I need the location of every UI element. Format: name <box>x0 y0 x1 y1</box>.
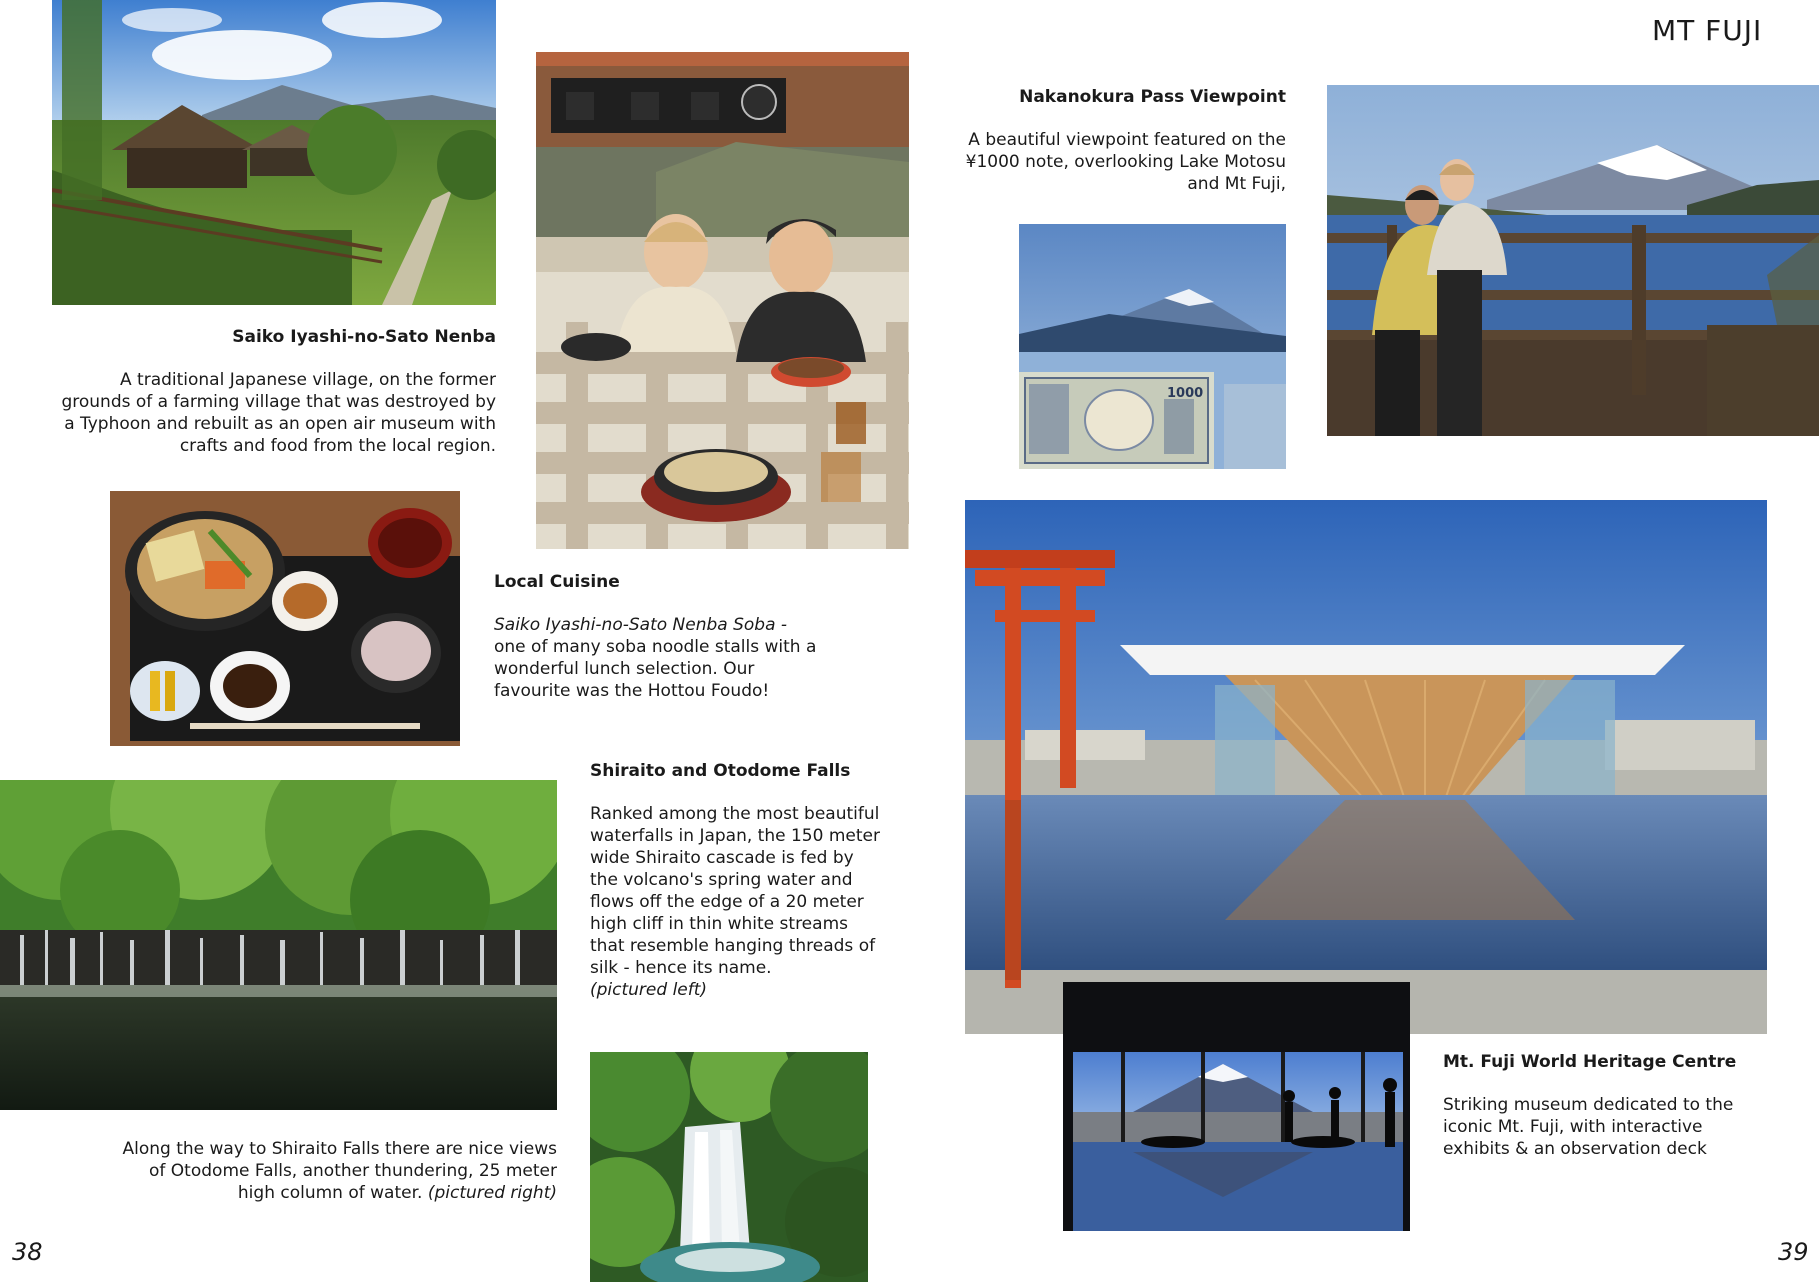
section-title: MT FUJI <box>1652 14 1763 47</box>
otodome-body: Along the way to Shiraito Falls there are nice views of Otodome Falls, another thundering, 25 meter high column of water. <box>122 1139 557 1203</box>
soba-stall-photo <box>536 52 909 549</box>
lake-motosu-photo <box>1327 85 1819 436</box>
soba-meal-photo <box>110 491 460 746</box>
heritage-centre-photo <box>965 500 1767 1034</box>
saiko-body: A traditional Japanese village, on the former grounds of a farming village that was destroyed by a Typhoon and rebuilt as an open air museum with crafts and food from the local region. <box>61 370 496 456</box>
cuisine-body: one of many soba noodle stalls with a wonderful lunch selection. Our favourite was the Hottou Foudo! <box>494 637 817 701</box>
otodome-note: (pictured right) <box>427 1183 557 1203</box>
village-photo <box>52 0 496 305</box>
observation-deck-photo <box>1063 982 1410 1231</box>
page-number-left: 38 <box>12 1238 43 1266</box>
falls-note: (pictured left) <box>590 980 708 1000</box>
cuisine-dish-name: Saiko Iyashi-no-Sato Nenba Soba - <box>494 615 788 635</box>
shiraito-falls-photo <box>0 780 557 1110</box>
otodome-falls-photo <box>590 1052 868 1282</box>
cuisine-heading: Local Cuisine <box>494 572 620 592</box>
falls-heading: Shiraito and Otodome Falls <box>590 761 851 781</box>
nakanokura-body: A beautiful viewpoint featured on the ¥1000 note, overlooking Lake Motosu and Mt Fuji, <box>965 130 1286 194</box>
banknote-value: 1000 <box>1167 386 1204 401</box>
banknote-view-photo <box>1019 224 1286 469</box>
heritage-body: Striking museum dedicated to the iconic Mt. Fuji, with interactive exhibits & an observation deck <box>1443 1095 1734 1159</box>
page-number-right: 39 <box>1778 1238 1809 1266</box>
nakanokura-heading: Nakanokura Pass Viewpoint <box>1019 87 1286 107</box>
falls-body: Ranked among the most beautiful waterfalls in Japan, the 150 meter wide Shiraito cascade is fed by the volcano's spring water and flows off the edge of a 20 meter high cliff in thin white streams that resemble hanging threads of silk - hence its name. <box>590 804 880 978</box>
saiko-heading: Saiko Iyashi-no-Sato Nenba <box>232 327 496 347</box>
heritage-heading: Mt. Fuji World Heritage Centre <box>1443 1052 1737 1072</box>
